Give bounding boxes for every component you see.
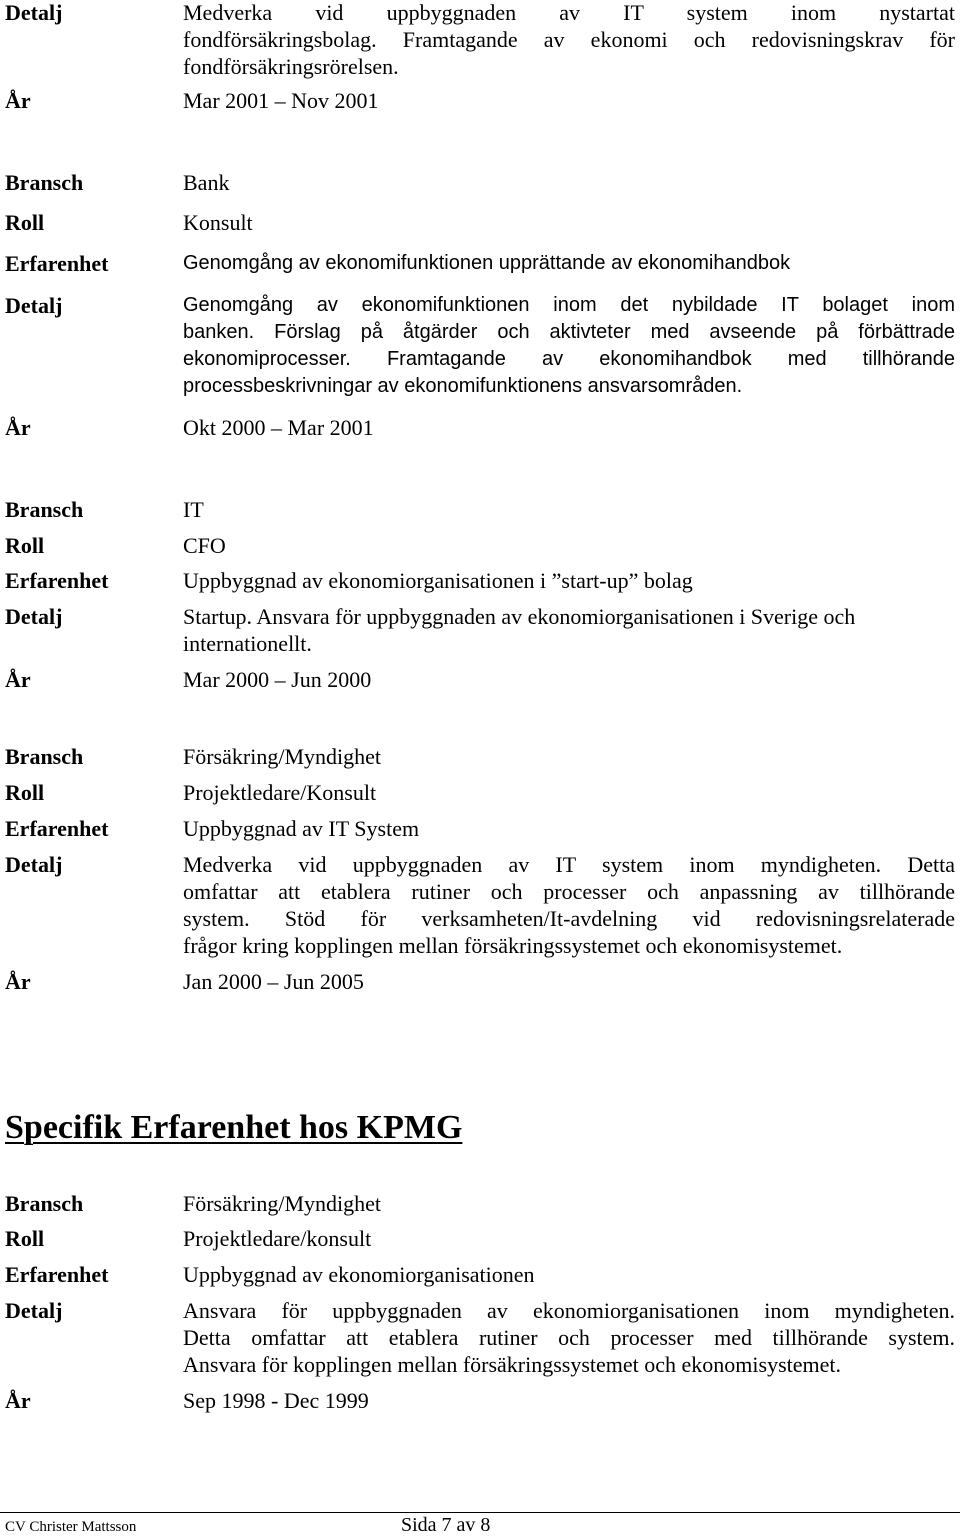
entry3-detalj-line: omfattar att etablera rutiner och processer och anpassning av tillhörande [183, 879, 955, 904]
entry0-detalj-line: fondförsäkringsbolag. Framtagande av ekonomi och redovisningskrav för [183, 27, 955, 52]
entry1-bransch-value: Bank [183, 170, 230, 195]
entry2-ar-value: Mar 2000 – Jun 2000 [183, 667, 372, 692]
section-heading: Specifik Erfarenhet hos KPMG [5, 1109, 463, 1146]
entry3-detalj-line: frågor kring kopplingen mellan försäkringssystemet och ekonomisystemet. [183, 933, 843, 958]
entry3-detalj-line: system. Stöd för verksamheten/It-avdelning vid redovisningsrelaterade [183, 906, 955, 931]
entry1-erfarenhet-value: Genomgång av ekonomifunktionen upprättande av ekonomihandbok [183, 252, 791, 274]
entry1-detalj-value [183, 292, 955, 400]
roll-label: Roll [5, 780, 45, 805]
entry0-detalj-line: fondförsäkringsrörelsen. [183, 54, 399, 79]
entry2-detalj-line: internationellt. [183, 631, 312, 656]
ar-label: År [5, 667, 31, 692]
entry3-detalj-line: Medverka vid uppbyggnaden av IT system inom myndigheten. Detta [183, 852, 955, 877]
entry4-detalj-line: Ansvara för uppbyggnaden av ekonomiorganisationen inom myndigheten. [183, 1298, 955, 1323]
entry4-bransch-value: Försäkring/Myndighet [183, 1191, 381, 1216]
erfarenhet-label: Erfarenhet [5, 251, 109, 276]
bransch-label: Bransch [5, 744, 84, 769]
entry4-roll-value: Projektledare/konsult [183, 1226, 372, 1251]
entry4-erfarenhet-value: Uppbyggnad av ekonomiorganisationen [183, 1262, 535, 1287]
entry3-erfarenhet-value: Uppbyggnad av IT System [183, 816, 420, 841]
entry0-ar-value: Mar 2001 – Nov 2001 [183, 88, 379, 113]
entry1-detalj-line: Genomgång av ekonomifunktionen inom det nybildade IT bolaget inom [183, 294, 955, 316]
detalj-label: Detalj [5, 1298, 63, 1323]
erfarenhet-label: Erfarenhet [5, 568, 109, 593]
entry4-detalj-line: Detta omfattar att etablera rutiner och processer med tillhörande system. [183, 1325, 955, 1350]
entry2-erfarenhet-value: Uppbyggnad av ekonomiorganisationen i ”start-up” bolag [183, 568, 693, 593]
entry0-detalj-line: Medverka vid uppbyggnaden av IT system inom nystartat [183, 0, 955, 25]
bransch-label: Bransch [5, 1191, 84, 1216]
entry2-detalj-value [183, 603, 955, 657]
entry2-detalj-line: Startup. Ansvara för uppbyggnaden av ekonomiorganisationen i Sverige och [183, 604, 856, 629]
bransch-label: Bransch [5, 497, 84, 522]
entry4-detalj-value [183, 1297, 955, 1378]
entry3-ar-value: Jan 2000 – Jun 2005 [183, 969, 364, 994]
entry1-roll-value: Konsult [183, 210, 253, 235]
entry0-detalj-value [183, 0, 955, 80]
entry4-detalj-line: Ansvara för kopplingen mellan försäkringssystemet och ekonomisystemet. [183, 1352, 842, 1377]
entry1-ar-value: Okt 2000 – Mar 2001 [183, 415, 374, 440]
erfarenhet-label: Erfarenhet [5, 1262, 109, 1287]
roll-label: Roll [5, 1226, 45, 1251]
roll-label: Roll [5, 533, 45, 558]
detalj-label: Detalj [5, 0, 63, 25]
ar-label: År [5, 1388, 31, 1413]
detalj-label: Detalj [5, 604, 63, 629]
entry4-ar-value: Sep 1998 - Dec 1999 [183, 1388, 369, 1413]
ar-label: År [5, 88, 31, 113]
entry2-roll-value: CFO [183, 533, 226, 558]
entry1-detalj-line: ekonomiprocesser. Framtagande av ekonomihandbok med tillhörande [183, 348, 955, 370]
detalj-label: Detalj [5, 293, 63, 318]
entry1-detalj-line: processbeskrivningar av ekonomifunktionens ansvarsområden. [183, 375, 743, 397]
footer-author: CV Christer Mattsson [5, 1519, 137, 1535]
detalj-label: Detalj [5, 852, 63, 877]
ar-label: År [5, 969, 31, 994]
entry3-bransch-value: Försäkring/Myndighet [183, 744, 381, 769]
bransch-label: Bransch [5, 170, 84, 195]
erfarenhet-label: Erfarenhet [5, 816, 109, 841]
ar-label: År [5, 415, 31, 440]
entry3-roll-value: Projektledare/Konsult [183, 780, 377, 805]
roll-label: Roll [5, 210, 45, 235]
entry2-bransch-value: IT [183, 497, 204, 522]
entry3-detalj-value [183, 851, 955, 959]
entry1-detalj-line: banken. Förslag på åtgärder och aktivteter med avseende på förbättrade [183, 321, 955, 343]
footer-page-number: Sida 7 av 8 [401, 1514, 491, 1536]
